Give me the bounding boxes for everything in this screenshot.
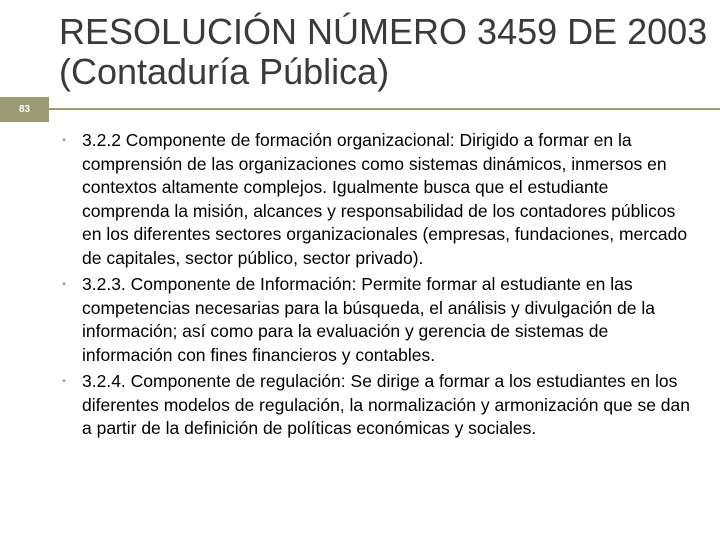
bullet-list bbox=[59, 129, 699, 441]
bullet-icon: ▪ bbox=[62, 135, 66, 146]
bullet-text: 3.2.4. Componente de regulación: Se dirige a formar a los estudiantes en los diferentes modelos de regulación, la normalización y armonización que se dan a partir de la definición de políticas económicas y sociales. bbox=[82, 371, 690, 438]
bullet-item bbox=[59, 370, 699, 441]
bullet-item bbox=[59, 129, 699, 270]
bullet-item bbox=[59, 273, 699, 367]
bullet-text: 3.2.3. Componente de Información: Permite formar al estudiante en las competencias necesarias para la búsqueda, el análisis y divulgación de la información; así como para la evaluación y gerencia de sistemas de información con fines financieros y contables. bbox=[82, 274, 655, 365]
slide-title: RESOLUCIÓN NÚMERO 3459 DE 2003 (Contaduría Pública) bbox=[59, 11, 708, 92]
bullet-icon: ▪ bbox=[62, 279, 66, 290]
bullet-text: 3.2.2 Componente de formación organizacional: Dirigido a formar en la comprensión de las organizaciones como sistemas dinámicos, inmersos en contextos altamente complejos. Igualmente busca que el estudiante comprenda la misión, alcances y responsabilidad de los contadores públicos en los diferentes sectores organizacionales (empresas, fundaciones, mercado de capitales, sector público, sector privado). bbox=[82, 130, 688, 268]
page-number: 83 bbox=[18, 104, 31, 115]
header-divider bbox=[49, 108, 720, 110]
page-number-badge bbox=[0, 97, 49, 122]
bullet-icon: ▪ bbox=[62, 376, 66, 387]
